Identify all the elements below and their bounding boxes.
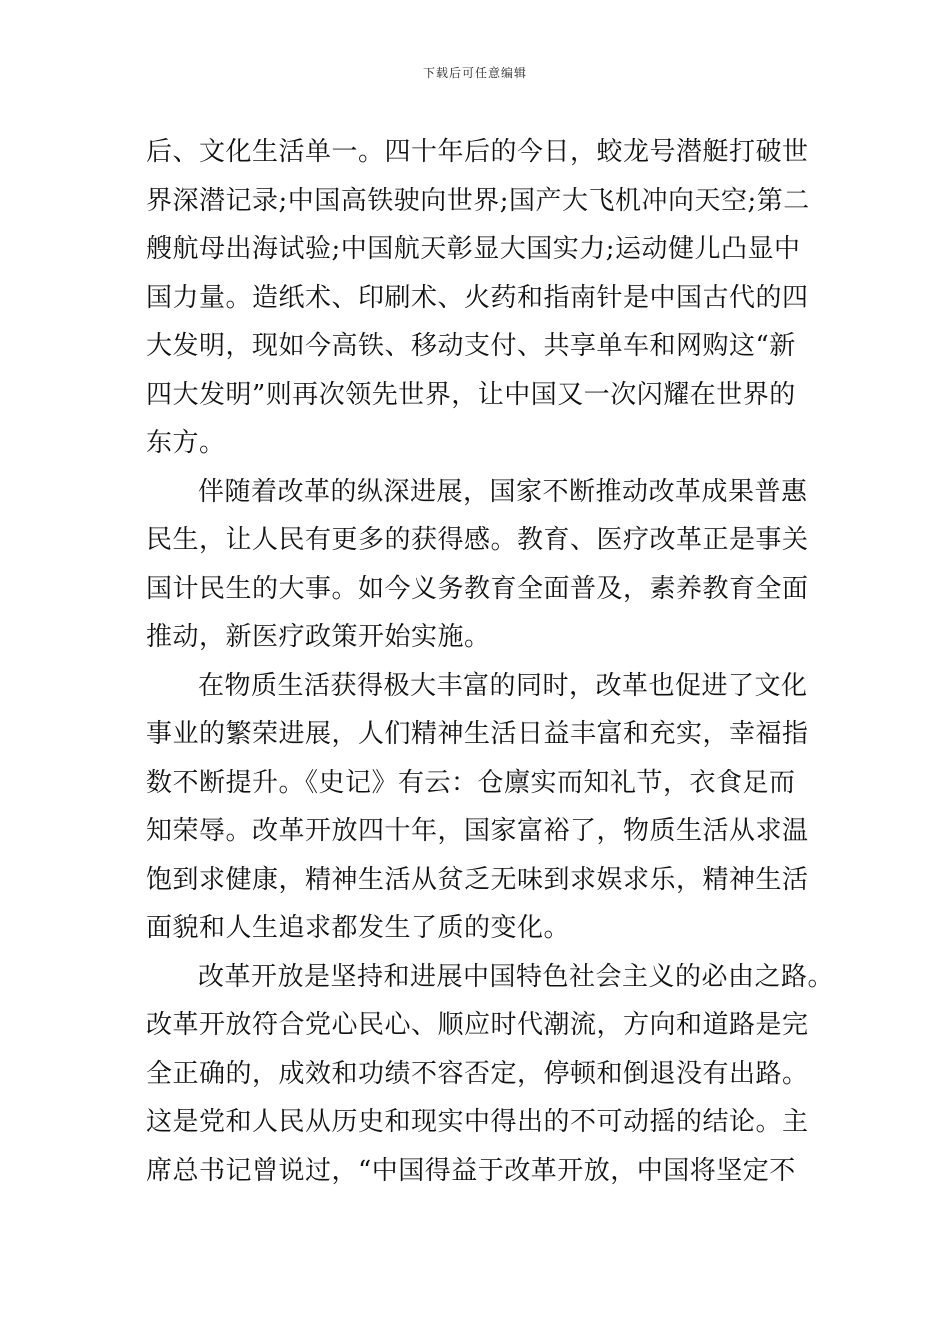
text-line: 饱到求健康，精神生活从贫乏无味到求娱求乐，精神生活	[146, 864, 809, 895]
text-line: 艘航母出海试验;中国航天彰显大国实力;运动健儿凸显中	[146, 234, 801, 264]
text-line: 四大发明”则再次领先世界，让中国又一次闪耀在世界的	[146, 379, 796, 410]
text-line: 国力量。造纸术、印刷术、火药和指南针是中国古代的四	[146, 282, 809, 313]
text-line: 在物质生活获得极大丰富的同时，改革也促进了文化	[198, 670, 808, 701]
text-line: 数不断提升。《史记》有云：仓廪实而知礼节，衣食足而	[146, 767, 796, 798]
page-header: 下载后可任意编辑	[422, 66, 527, 80]
text-line: 这是党和人民从历史和现实中得出的不可动摇的结论。主	[146, 1107, 809, 1137]
text-line: 东方。	[146, 428, 226, 458]
text-line: 事业的繁荣进展，人们精神生活日益丰富和充实，幸福指	[146, 719, 809, 749]
text-line: 知荣辱。改革开放四十年，国家富裕了，物质生活从求温	[146, 816, 809, 846]
text-line: 推动，新医疗政策开始实施。	[146, 622, 491, 652]
text-line: 大发明，现如今高铁、移动支付、共享单车和网购这“新	[146, 331, 796, 361]
text-line: 全正确的，成效和功绩不容否定，停顿和倒退没有出路。	[146, 1058, 809, 1089]
text-line: 席总书记曾说过，“中国得益于改革开放，中国将坚定不	[146, 1155, 796, 1186]
body-text	[146, 128, 835, 1195]
text-line: 界深潜记录;中国高铁驶向世界;国产大飞机冲向天空;第二	[146, 185, 810, 216]
text-line: 伴随着改革的纵深进展，国家不断推动改革成果普惠	[198, 476, 808, 507]
text-line: 后、文化生活单一。四十年后的今日，蛟龙号潜艇打破世	[146, 137, 809, 167]
text-line: 面貌和人生追求都发生了质的变化。	[146, 913, 571, 943]
text-line: 国计民生的大事。如今义务教育全面普及，素养教育全面	[146, 573, 809, 604]
text-line: 民生，让人民有更多的获得感。教育、医疗改革正是事关	[146, 525, 809, 555]
text-line: 改革开放符合党心民心、顺应时代潮流，方向和道路是完	[146, 1010, 809, 1040]
text-line: 改革开放是坚持和进展中国特色社会主义的必由之路。	[198, 961, 835, 992]
